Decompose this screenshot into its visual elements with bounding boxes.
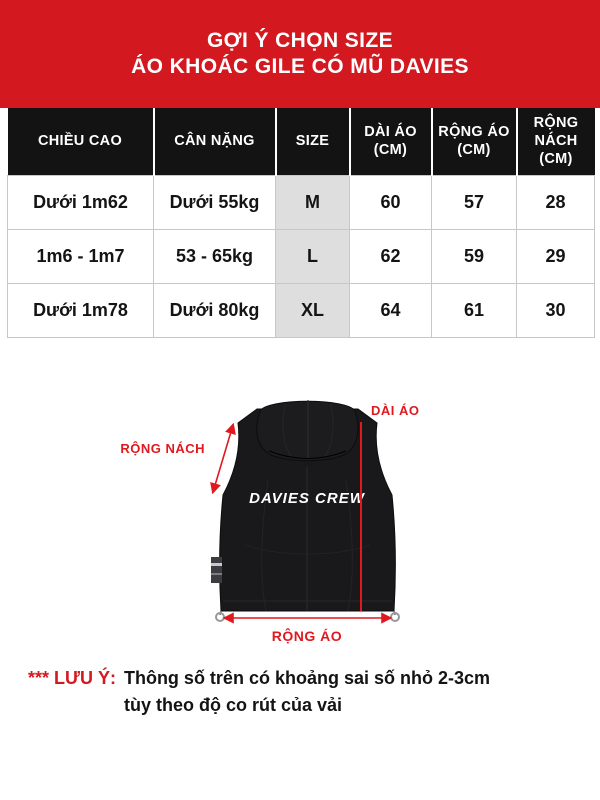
cell-weight: Dưới 55kg xyxy=(154,175,276,229)
hem-loops-graphic xyxy=(216,611,399,621)
length-label: DÀI ÁO xyxy=(371,403,420,418)
cell-width: 59 xyxy=(432,229,517,283)
cell-weight: Dưới 80kg xyxy=(154,283,276,337)
footnote xyxy=(28,665,490,719)
col-header-size xyxy=(276,108,350,175)
size-table xyxy=(7,108,595,338)
cell-size: L xyxy=(276,229,350,283)
col-header-weight xyxy=(154,108,276,175)
side-tag-graphic xyxy=(211,557,222,583)
cell-height: Dưới 1m78 xyxy=(8,283,154,337)
col-header-armhole xyxy=(517,108,595,175)
header-banner xyxy=(0,0,600,108)
col-header-text: NÁCH xyxy=(534,133,578,150)
cell-length: 64 xyxy=(350,283,432,337)
col-header-text: RỘNG xyxy=(533,115,579,132)
cell-size: XL xyxy=(276,283,350,337)
footnote-line1: Thông số trên có khoảng sai số nhỏ 2-3cm xyxy=(123,668,490,688)
col-header-text: CHIỀU CAO xyxy=(37,133,123,150)
table-row-size-xl xyxy=(8,283,595,337)
garment-back-print: DAVIES CREW xyxy=(249,490,365,507)
width-label: RỘNG ÁO xyxy=(271,628,343,644)
cell-armhole: 29 xyxy=(517,229,595,283)
cell-size: M xyxy=(276,175,350,229)
page-title: GỢI Ý CHỌN SIZE xyxy=(206,29,394,52)
col-header-text: DÀI ÁO xyxy=(364,124,417,141)
col-header-text: CÂN NẶNG xyxy=(174,133,255,150)
vest-hood-graphic xyxy=(257,400,358,461)
cell-width: 57 xyxy=(432,175,517,229)
cell-armhole: 28 xyxy=(517,175,595,229)
header-row xyxy=(8,108,595,175)
col-header-unit: (CM) xyxy=(457,142,491,159)
cell-height: 1m6 - 1m7 xyxy=(8,229,154,283)
page-subtitle: ÁO KHOÁC GILE CÓ MŨ DAVIES xyxy=(131,55,469,78)
footnote-line2: tùy theo độ co rút của vải xyxy=(123,695,342,715)
col-header-length xyxy=(350,108,432,175)
cell-weight: 53 - 65kg xyxy=(154,229,276,283)
col-header-unit: (CM) xyxy=(373,142,408,159)
armhole-label: RỘNG NÁCH xyxy=(120,441,205,456)
col-header-width xyxy=(432,108,517,175)
col-header-height xyxy=(8,108,154,175)
cell-height: Dưới 1m62 xyxy=(8,175,154,229)
footnote-prefix: *** LƯU Ý: xyxy=(28,668,116,688)
table-row-size-m xyxy=(8,175,595,229)
col-header-text: RỘNG ÁO xyxy=(438,124,510,141)
vest-measurement-diagram xyxy=(105,385,495,655)
table-row-size-l xyxy=(8,229,595,283)
size-table-body xyxy=(8,175,595,337)
col-header-text: SIZE xyxy=(295,133,330,150)
footnote-text xyxy=(124,665,490,719)
vest-illustration xyxy=(105,385,495,655)
col-header-unit: (CM) xyxy=(539,151,573,168)
size-table-header xyxy=(8,108,595,175)
cell-length: 62 xyxy=(350,229,432,283)
cell-width: 61 xyxy=(432,283,517,337)
cell-armhole: 30 xyxy=(517,283,595,337)
cell-length: 60 xyxy=(350,175,432,229)
